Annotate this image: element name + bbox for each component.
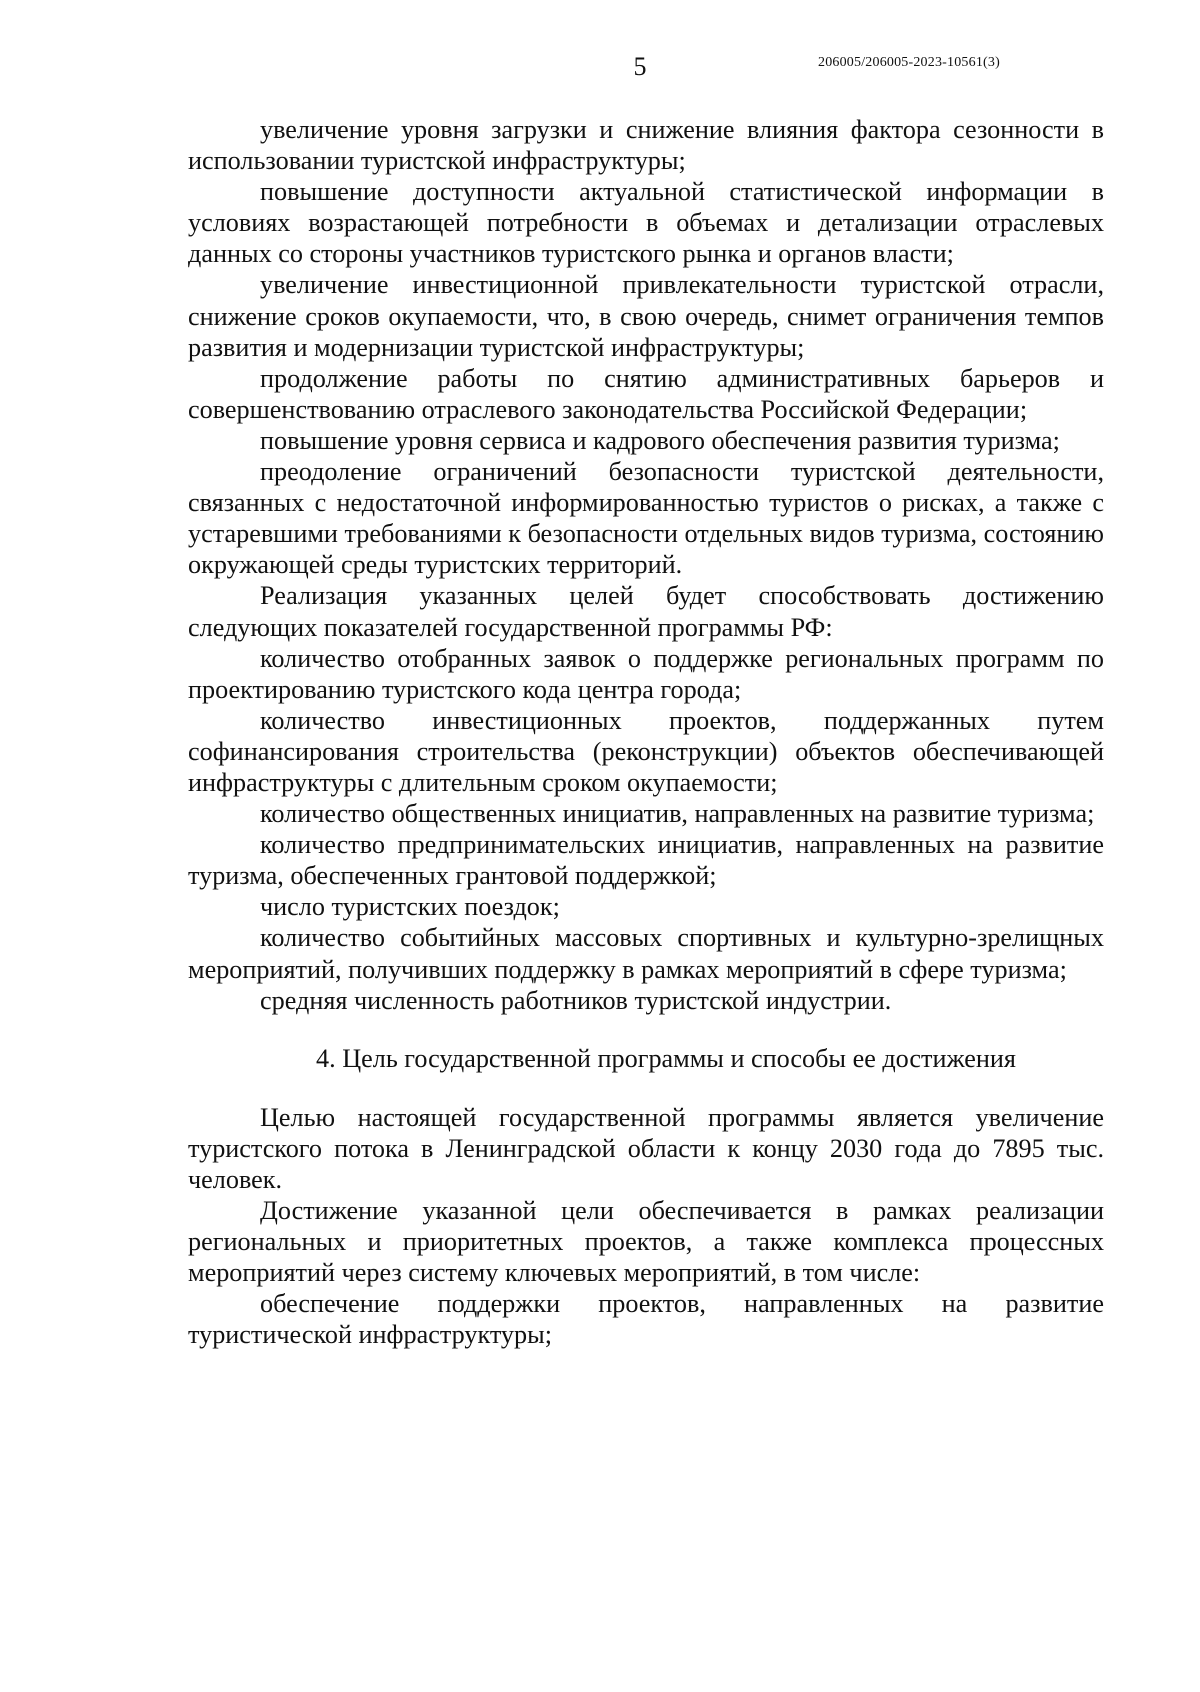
paragraph: количество инвестиционных проектов, поддержанных путем софинансирования строительства (реконструкции) объектов обеспечивающей инфраструктуры с длительным сроком окупаемости; <box>188 705 1104 797</box>
paragraph: средняя численность работников туристской индустрии. <box>260 985 892 1015</box>
paragraph: преодоление ограничений безопасности туристской деятельности, связанных с недостаточной информированностью туристов о рисках, а также с устаревшими требованиями к безопасности отдельных видов туризма, состоянию окружающей среды туристских территорий. <box>188 457 1104 580</box>
paragraph: число туристских поездок; <box>260 892 560 922</box>
paragraph: увеличение инвестиционной привлекательности туристской отрасли, снижение сроков окупаемости, что, в свою очередь, снимет ограничения темпов развития и модернизации туристской инфраструктуры; <box>188 270 1104 362</box>
paragraph: продолжение работы по снятию административных барьеров и совершенствованию отраслевого законодательства Российской Федерации; <box>188 363 1104 424</box>
paragraph: обеспечение поддержки проектов, направленных на развитие туристической инфраструктуры; <box>188 1289 1104 1350</box>
paragraph: Реализация указанных целей будет способствовать достижению следующих показателей государственной программы РФ: <box>188 581 1104 642</box>
paragraph: повышение доступности актуальной статистической информации в условиях возрастающей потребности в объемах и детализации отраслевых данных со стороны участников туристского рынка и органов власти; <box>188 177 1104 269</box>
document-id: 206005/206005-2023-10561(3) <box>818 55 1000 70</box>
paragraph: Достижение указанной цели обеспечивается в рамках реализации региональных и приоритетных проектов, а также комплекса процессных мероприятий через систему ключевых мероприятий, в том числе: <box>188 1196 1104 1288</box>
paragraph: повышение уровня сервиса и кадрового обеспечения развития туризма; <box>260 425 1060 455</box>
paragraph: Целью настоящей государственной программы является увеличение туристского потока в Ленинградской области к концу 2030 года до 7895 тыс. человек. <box>188 1102 1104 1194</box>
paragraph: количество отобранных заявок о поддержке региональных программ по проектированию туристского кода центра города; <box>188 643 1104 704</box>
paragraph: увеличение уровня загрузки и снижение влияния фактора сезонности в использовании туристской инфраструктуры; <box>188 115 1104 176</box>
page-number: 5 <box>633 52 647 81</box>
paragraph: количество предпринимательских инициатив, направленных на развитие туризма, обеспеченных грантовой поддержкой; <box>188 830 1104 891</box>
paragraph: количество общественных инициатив, направленных на развитие туризма; <box>260 799 1095 829</box>
section-heading: 4. Цель государственной программы и способы ее достижения <box>316 1043 1016 1073</box>
document-body <box>188 114 1104 1351</box>
paragraph: количество событийных массовых спортивных и культурно-зрелищных мероприятий, получивших поддержку в рамках мероприятий в сфере туризма; <box>188 923 1104 984</box>
